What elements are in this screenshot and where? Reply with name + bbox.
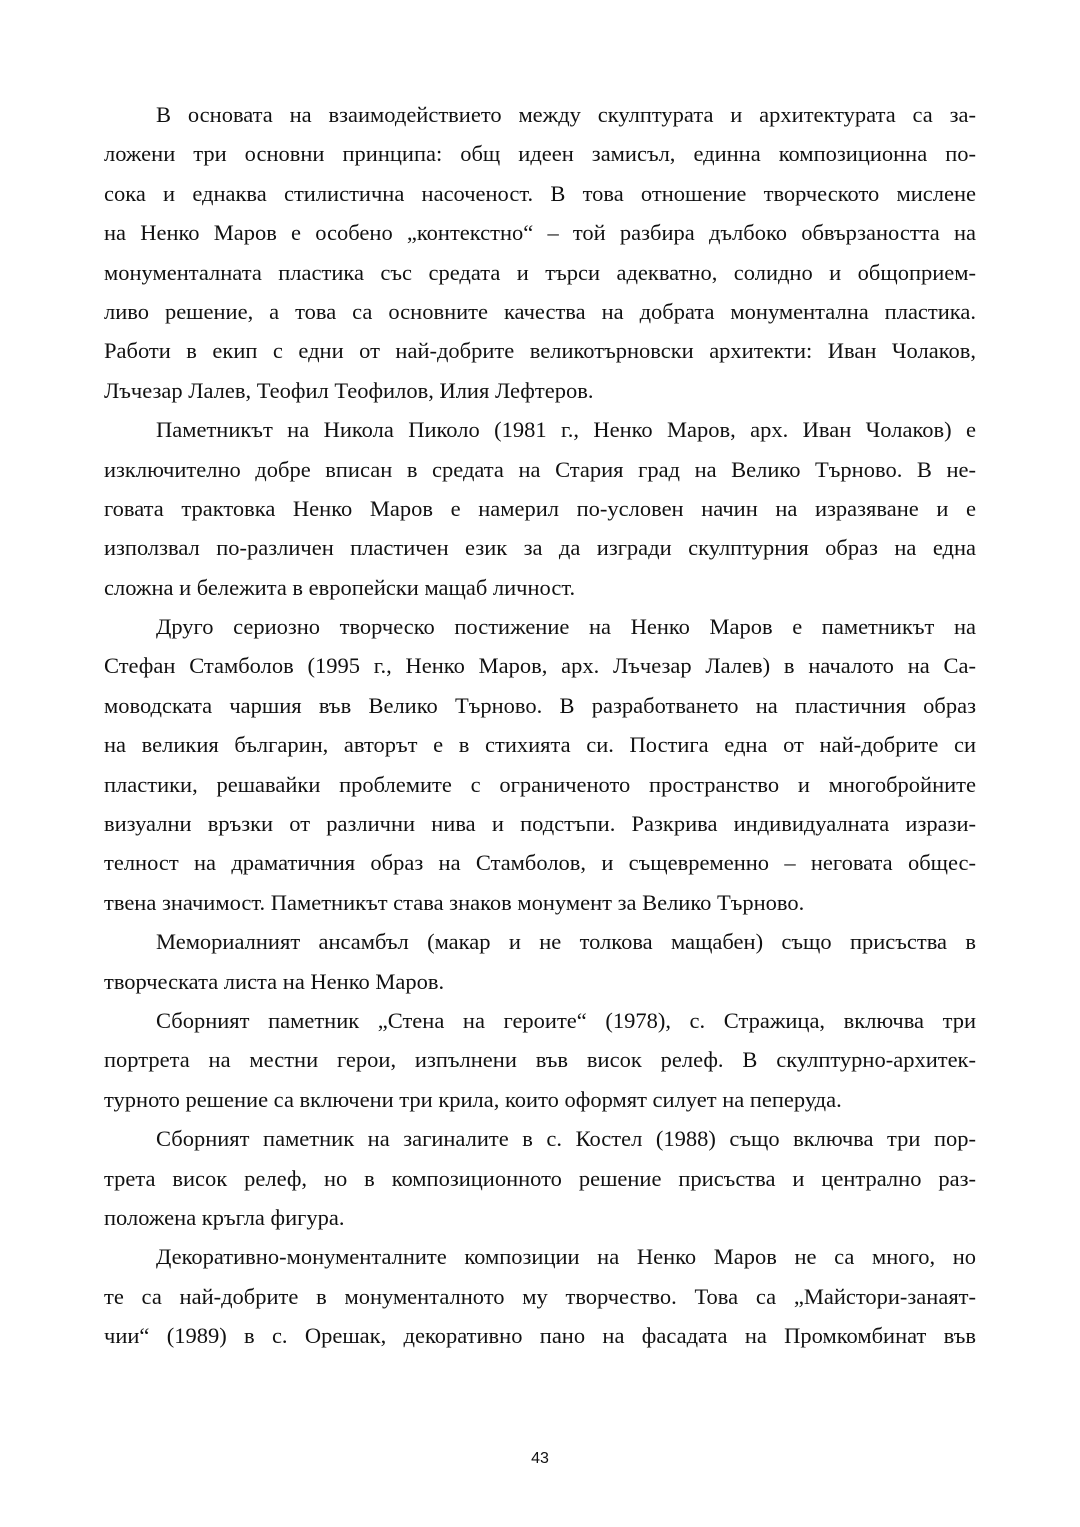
paragraph-3 (104, 607, 976, 922)
text-line: Декоративно-монументалните композиции на Ненко Маров не са много, но (156, 1244, 976, 1270)
text-line: Стефан Стамболов (1995 г., Ненко Маров, арх. Лъчезар Лалев) в началото на Са- (104, 653, 976, 679)
text-line: твена значимост. Паметникът става знаков монумент за Велико Търново. (104, 889, 805, 915)
text-line: положена кръгла фигура. (104, 1204, 345, 1230)
text-line: Сборният паметник „Стена на героите“ (1978), с. Стражица, включва три (156, 1007, 976, 1033)
paragraph-6 (104, 1119, 976, 1237)
text-line: Лъчезар Лалев, Теофил Теофилов, Илия Лефтеров. (104, 377, 594, 403)
text-line: чии“ (1989) в с. Орешак, декоративно пано на фасадата на Промкомбинат във (104, 1323, 976, 1349)
text-line: Работи в екип с едни от най-добрите великотърновски архитекти: Иван Чолаков, (104, 338, 976, 364)
paragraph-7 (104, 1237, 976, 1355)
text-line: Мемориалният ансамбъл (макар и не толкова мащабен) също присъства в (156, 929, 976, 955)
text-line: турното решение са включени три крила, които оформят силует на пеперуда. (104, 1086, 842, 1112)
text-line: ливо решение, а това са основните качества на добрата монументална пластика. (104, 298, 976, 324)
text-line: моводската чаршия във Велико Търново. В разработването на пластичния образ (104, 692, 976, 718)
paragraph-1 (104, 95, 976, 410)
text-line: В основата на взаимодействието между скулптурата и архитектурата са за- (156, 102, 976, 127)
text-line: ложени три основни принципа: общ идеен замисъл, единна композиционна по- (104, 141, 976, 167)
text-line: портрета на местни герои, изпълнени във висок релеф. В скулптурно-архитек- (104, 1047, 976, 1073)
text-line: на великия българин, авторът е в стихията си. Постига една от най-добрите си (104, 732, 976, 758)
text-line: монументалната пластика със средата и търси адекватно, солидно и общоприем- (104, 259, 976, 285)
text-line: говата трактовка Ненко Маров е намерил по-условен начин на изразяване и е (104, 495, 976, 521)
text-line: трета висок релеф, но в композиционното решение присъства и централно раз- (104, 1165, 976, 1191)
text-line: Паметникът на Никола Пиколо (1981 г., Ненко Маров, арх. Иван Чолаков) е (156, 417, 976, 443)
paragraph-2 (104, 410, 976, 607)
text-line: Друго сериозно творческо постижение на Ненко Маров е паметникът на (156, 614, 976, 640)
text-line: изключително добре вписан в средата на Стария град на Велико Търново. В не- (104, 456, 976, 482)
text-line: телност на драматичния образ на Стамболов, и същевременно – неговата общес- (104, 850, 976, 876)
text-line: на Ненко Маров е особено „контекстно“ – той разбира дълбоко обвързаността на (104, 220, 976, 246)
paragraph-4 (104, 922, 976, 1001)
text-line: Сборният паметник на загиналите в с. Костел (1988) също включва три пор- (156, 1126, 976, 1152)
text-line: използвал по-различен пластичен език за да изгради скулптурния образ на една (104, 535, 976, 561)
text-line: те са най-добрите в монументалното му творчество. Това са „Майстори-занаят- (104, 1283, 976, 1309)
text-line: визуални връзки от различни нива и подстъпи. Разкрива индивидуалната изрази- (104, 811, 976, 837)
paragraph-5 (104, 1001, 976, 1119)
text-line: творческата листа на Ненко Маров. (104, 968, 445, 994)
text-line: сложна и бележита в европейски мащаб личност. (104, 574, 576, 600)
page-number: 43 (531, 1450, 549, 1467)
text-line: сока и еднаква стилистична насоченост. В това отношение творческото мислене (104, 180, 976, 206)
text-line: пластики, решавайки проблемите с ограниченото пространство и многобройните (104, 771, 976, 797)
body-text (104, 95, 976, 1356)
